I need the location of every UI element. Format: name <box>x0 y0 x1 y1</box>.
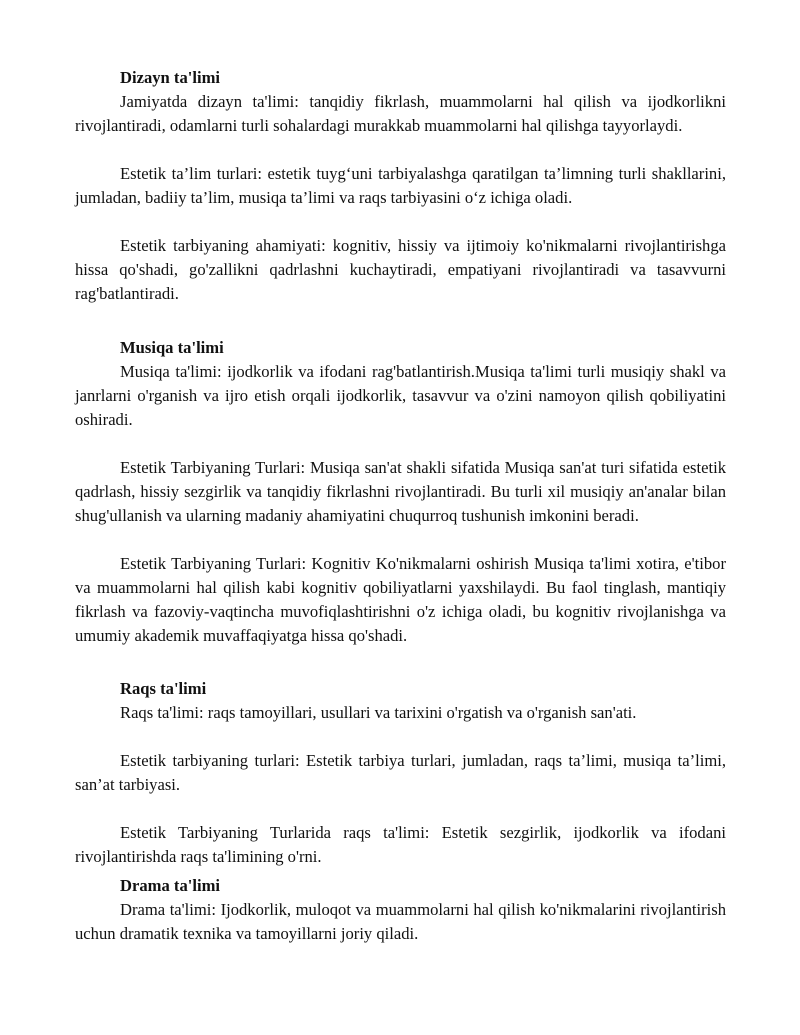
section-heading: Raqs ta'limi <box>120 679 207 698</box>
section-dizayn <box>75 66 726 330</box>
paragraph: Estetik Tarbiyaning Turlarida raqs ta'limi: Estetik sezgirlik, ijodkorlik va ifodani rivojlantirishda raqs ta'limining o'rni. <box>75 823 726 866</box>
paragraph: Estetik Tarbiyaning Turlari: Kognitiv Ko'nikmalarni oshirish Musiqa ta'limi xotira, e'tibor va muammolarni hal qilish kabi kognitiv qobiliyatlarni yaxshilaydi. Bu faol tinglash, mantiqiy fikrlash va fazoviy-vaqtincha muvofiqlashtirishni o'z ichiga oladi, bu kognitiv rivojlanishga va umumiy akademik muvaffaqiyatga hissa qo'shadi. <box>75 554 726 645</box>
paragraph: Estetik tarbiyaning turlari: Estetik tarbiya turlari, jumladan, raqs ta’limi, musiqa ta’limi, san’at tarbiyasi. <box>75 751 726 794</box>
section-heading: Dizayn ta'limi <box>120 68 221 87</box>
paragraph: Musiqa ta'limi: ijodkorlik va ifodani rag'batlantirish.Musiqa ta'limi turli musiqiy shakl va janrlarni o'rganish va ijro etish orqali ijodkorlik, tasavvur va o'zini namoyon qilish qobiliyatini oshiradi. <box>75 362 726 429</box>
section-musiqa <box>75 336 726 672</box>
paragraph: Estetik tarbiyaning ahamiyati: kognitiv, hissiy va ijtimoiy ko'nikmalarni rivojlantirishga hissa qo'shadi, go'zallikni qadrlashni kuchaytiradi, empatiyani rivojlantiradi va tasavvurni rag'batlantiradi. <box>75 236 726 303</box>
paragraph: Jamiyatda dizayn ta'limi: tanqidiy fikrlash, muammolarni hal qilish va ijodkorlikni rivojlantiradi, odamlarni turli sohalardagi murakkab muammolarni hal qilishga tayyorlaydi. <box>75 92 726 135</box>
paragraph: Estetik ta’lim turlari: estetik tuyg‘uni tarbiyalashga qaratilgan ta’limning turli shakllarini, jumladan, badiiy ta’lim, musiqa ta’limi va raqs tarbiyasini o‘z ichiga oladi. <box>75 164 726 207</box>
section-drama <box>75 874 726 970</box>
paragraph: Drama ta'limi: Ijodkorlik, muloqot va muammolarni hal qilish ko'nikmalarini rivojlantirish uchun dramatik texnika va tamoyillarni joriy qiladi. <box>75 900 726 943</box>
section-heading: Musiqa ta'limi <box>120 338 224 357</box>
section-raqs <box>75 677 726 893</box>
paragraph: Estetik Tarbiyaning Turlari: Musiqa san'at shakli sifatida Musiqa san'at turi sifatida estetik qadrlash, hissiy sezgirlik va tanqidiy fikrlashni rivojlantiradi. Bu turli xil musiqiy an'analar bilan shug'ullanish va ularning madaniy ahamiyatini chuqurroq tushunish imkonini beradi. <box>75 458 726 525</box>
paragraph: Raqs ta'limi: raqs tamoyillari, usullari va tarixini o'rgatish va o'rganish san'ati. <box>120 703 637 722</box>
section-heading: Drama ta'limi <box>120 876 221 895</box>
